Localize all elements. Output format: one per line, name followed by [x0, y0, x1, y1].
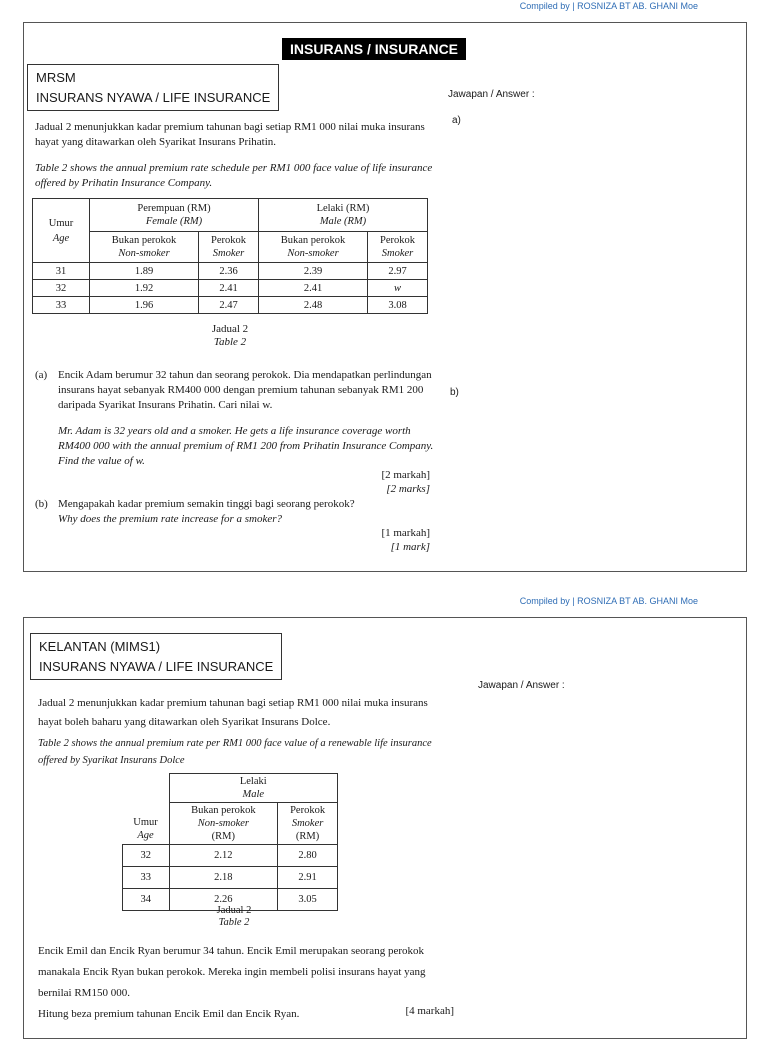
marks-ms: [2 markah]: [381, 469, 430, 481]
table-row: [33, 297, 428, 314]
female-header-en: Female (RM): [145, 216, 203, 227]
question-a-label: (a): [35, 369, 48, 381]
female-nonsmoker-header: [90, 232, 199, 263]
intro-malay: [35, 120, 425, 150]
female-header-ms: Perempuan (RM): [137, 203, 211, 214]
age-header-en: Age: [137, 830, 154, 841]
table-row: [123, 845, 338, 867]
question-b: [58, 497, 355, 527]
intro-malay-line: Jadual 2 menunjukkan kadar premium tahunan bagi setiap RM1 000 nilai muka insurans: [35, 121, 425, 133]
question-line: bernilai RM150 000.: [38, 987, 130, 999]
table-cell: 31: [33, 263, 90, 280]
male-header: [258, 199, 427, 232]
question-a-line: Encik Adam berumur 32 tahun dan seorang perokok. Dia mendapatkan perlindungan: [58, 369, 432, 381]
question-b-english: Why does the premium rate increase for a smoker?: [58, 513, 283, 525]
table-cell: 2.80: [278, 845, 338, 867]
intro-malay-line: hayat boleh baharu yang ditawarkan oleh Syarikat Insurans Dolce.: [38, 716, 331, 728]
age-header-en: Age: [52, 232, 70, 244]
intro-english-line: offered by Prihatin Insurance Company.: [35, 177, 213, 189]
question-line: Encik Emil dan Encik Ryan berumur 34 tahun. Encik Emil merupakan seorang perokok: [38, 945, 424, 957]
smoker-ms: Perokok: [380, 235, 415, 246]
table-cell: 2.18: [169, 867, 278, 889]
question-a-marks: [330, 468, 430, 496]
table-cell: 2.91: [278, 867, 338, 889]
table-row: [33, 280, 428, 297]
caption-ms: Jadual 2: [211, 323, 249, 335]
table-cell: 33: [33, 297, 90, 314]
smoker-unit: (RM): [295, 831, 320, 842]
question-a-line: Find the value of w.: [58, 455, 145, 467]
table-cell: 32: [33, 280, 90, 297]
table-cell: 2.12: [169, 845, 278, 867]
caption-en: Table 2: [213, 336, 247, 348]
table-cell: 2.26: [169, 889, 278, 911]
table-cell: 1.96: [90, 297, 199, 314]
table-cell: 2.47: [199, 297, 259, 314]
male-header-en: Male: [242, 789, 265, 800]
smoker-ms: Perokok: [290, 805, 326, 816]
male-header-ms: Lelaki: [239, 776, 267, 787]
age-header-ms: Umur: [48, 217, 74, 229]
nonsmoker-en: Non-smoker: [118, 248, 170, 259]
section-topic: INSURANS NYAWA / LIFE INSURANCE: [36, 90, 271, 105]
question-marks: [4 markah]: [405, 1005, 454, 1017]
table-row: [123, 867, 338, 889]
answer-a-label: a): [452, 115, 461, 126]
table-cell: 1.89: [90, 263, 199, 280]
table-cell: 2.39: [258, 263, 367, 280]
section-source: MRSM: [36, 70, 76, 85]
nonsmoker-header: [169, 803, 278, 845]
table-cell: 2.97: [368, 263, 428, 280]
question-b-label: (b): [35, 498, 48, 510]
male-header: [169, 774, 338, 803]
female-header: [90, 199, 259, 232]
marks-ms: [1 markah]: [381, 527, 430, 539]
table-cell: 34: [123, 889, 170, 911]
compiled-by-credit: Compiled by | ROSNIZA BT AB. GHANI Moe: [519, 596, 698, 606]
nonsmoker-ms: Bukan perokok: [280, 235, 346, 246]
table-caption: [194, 905, 274, 929]
smoker-ms: Perokok: [211, 235, 246, 246]
table-cell: 2.41: [258, 280, 367, 297]
table-cell: 2.41: [199, 280, 259, 297]
intro-english-line: offered by Syarikat Insurans Dolce: [38, 755, 185, 766]
main-title: INSURANS / INSURANCE: [282, 38, 466, 60]
smoker-en: Smoker: [291, 818, 324, 829]
female-smoker-header: [199, 232, 259, 263]
caption-ms: Jadual 2: [216, 905, 252, 916]
nonsmoker-ms: Bukan perokok: [111, 235, 177, 246]
age-header: [33, 199, 90, 263]
table-caption: [190, 323, 270, 349]
intro-malay: [38, 694, 428, 732]
section-topic: INSURANS NYAWA / LIFE INSURANCE: [39, 659, 274, 674]
premium-rate-table: [32, 198, 428, 314]
table-cell: 3.05: [278, 889, 338, 911]
question-a-line: insurans hayat sebanyak RM400 000 dengan premium tahunan sebanyak RM1 200: [58, 384, 424, 396]
male-header-ms: Lelaki (RM): [316, 203, 370, 214]
intro-english: [38, 735, 432, 769]
male-nonsmoker-header: [258, 232, 367, 263]
nonsmoker-unit: (RM): [211, 831, 236, 842]
question-a-line: Mr. Adam is 32 years old and a smoker. He gets a life insurance coverage worth: [58, 425, 411, 437]
marks-en: [1 mark]: [390, 541, 430, 553]
question-a-line: daripada Syarikat Insurans Prihatin. Cari nilai w.: [58, 399, 273, 411]
smoker-header: [278, 803, 338, 845]
table-cell: 1.92: [90, 280, 199, 297]
intro-english-line: Table 2 shows the annual premium rate per RM1 000 face value of a renewable life insurance: [38, 738, 432, 749]
section-title-kelantan: [30, 633, 282, 680]
question-b-marks: [330, 526, 430, 554]
question-line: Hitung beza premium tahunan Encik Emil dan Encik Ryan.: [38, 1008, 300, 1020]
question-a-english: [58, 424, 433, 469]
premium-rate-table: [122, 773, 338, 911]
intro-english: [35, 161, 432, 191]
table-cell: w: [368, 280, 428, 297]
smoker-en: Smoker: [212, 248, 245, 259]
answer-b-label: b): [450, 387, 459, 398]
age-header: [123, 774, 170, 845]
section-source: KELANTAN (MIMS1): [39, 639, 161, 654]
table-cell: 2.48: [258, 297, 367, 314]
table-cell: 33: [123, 867, 170, 889]
table-cell: 32: [123, 845, 170, 867]
nonsmoker-ms: Bukan perokok: [191, 805, 256, 816]
question-line: manakala Encik Ryan bukan perokok. Mereka ingin membeli polisi insurans hayat yang: [38, 966, 426, 978]
worksheet-page-2: [23, 617, 747, 1039]
table-cell: 2.36: [199, 263, 259, 280]
worksheet-page-1: [23, 22, 747, 572]
compiled-by-credit: Compiled by | ROSNIZA BT AB. GHANI Moe: [519, 1, 698, 11]
nonsmoker-en: Non-smoker: [197, 818, 250, 829]
marks-en: [2 marks]: [386, 483, 430, 495]
section-title-mrsm: [27, 64, 279, 111]
age-header-ms: Umur: [133, 817, 158, 828]
caption-en: Table 2: [218, 917, 250, 928]
table-row: [33, 263, 428, 280]
intro-malay-line: hayat yang ditawarkan oleh Syarikat Insurans Prihatin.: [35, 136, 277, 148]
smoker-en: Smoker: [381, 248, 414, 259]
table-cell: 3.08: [368, 297, 428, 314]
male-header-en: Male (RM): [319, 216, 367, 227]
nonsmoker-en: Non-smoker: [287, 248, 339, 259]
intro-malay-line: Jadual 2 menunjukkan kadar premium tahunan bagi setiap RM1 000 nilai muka insurans: [38, 697, 428, 709]
intro-english-line: Table 2 shows the annual premium rate schedule per RM1 000 face value of life insurance: [35, 162, 433, 174]
male-smoker-header: [368, 232, 428, 263]
question-a-malay: [58, 368, 432, 413]
answer-label: Jawapan / Answer :: [448, 89, 535, 100]
question-a-line: RM400 000 with the annual premium of RM1 200 from Prihatin Insurance Company.: [58, 440, 434, 452]
question-b-malay: Mengapakah kadar premium semakin tinggi bagi seorang perokok?: [58, 498, 355, 510]
answer-label: Jawapan / Answer :: [478, 680, 565, 691]
